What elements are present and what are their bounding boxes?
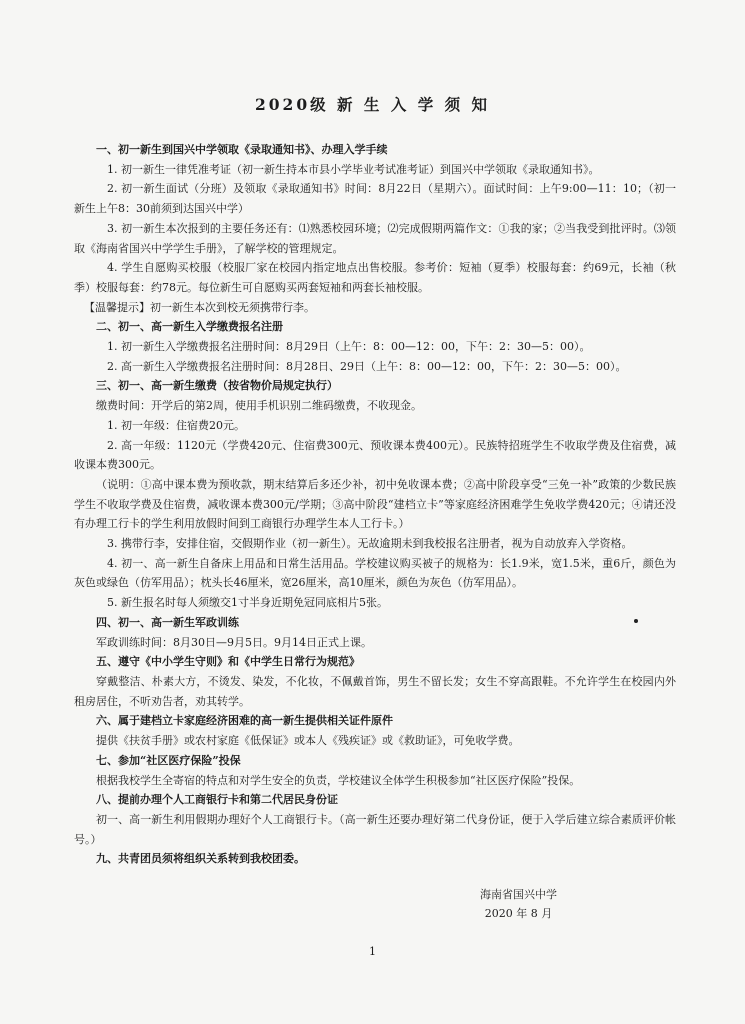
section-heading: 八、提前办理个人工商银行卡和第二代居民身份证 bbox=[96, 793, 338, 807]
section-heading: 九、共青团员须将组织关系转到我校团委。 bbox=[96, 852, 305, 866]
paragraph: 根据我校学生全寄宿的特点和对学生安全的负责，学校建议全体学生积极参加“社区医疗保险”投保。 bbox=[96, 773, 581, 787]
paragraph: 军政训练时间：8月30日—9月5日。9月14日正式上课。 bbox=[96, 635, 372, 649]
document-body bbox=[74, 140, 676, 869]
section-heading: 四、初一、高一新生军政训练 bbox=[96, 615, 239, 629]
section-heading: 五、遵守《中小学生守则》和《中学生日常行为规范》 bbox=[96, 655, 360, 669]
section-heading: 二、初一、高一新生入学缴费报名注册 bbox=[96, 320, 283, 334]
signature-block bbox=[480, 885, 557, 923]
signature-date: 2020 年 8 月 bbox=[484, 907, 553, 920]
paragraph: 4. 初一、高一新生自备床上用品和日常生活用品。学校建议购买被子的规格为：长1.9米，宽1.5米，重6斤，颜色为灰色或绿色（仿军用品）；枕头长46厘米，宽26厘米，高10厘米，颜色为灰色（仿军用品）。 bbox=[74, 556, 676, 590]
paragraph: 3. 携带行李，安排住宿，交假期作业（初一新生）。无故逾期未到我校报名注册者，视为自动放弃入学资格。 bbox=[107, 537, 633, 551]
paragraph: 穿戴整洁、朴素大方，不烫发、染发，不化妆，不佩戴首饰，男生不留长发；女生不穿高跟鞋。不允许学生在校园内外租房居住，不听劝告者，劝其转学。 bbox=[74, 674, 676, 708]
paragraph: 1. 初一新生入学缴费报名注册时间：8月29日（上午：8：00—12：00，下午：2：30—5：00）。 bbox=[107, 340, 591, 354]
paragraph: 2. 高一新生入学缴费报名注册时间：8月28日、29日（上午：8：00—12：00，下午：2：30—5：00）。 bbox=[107, 359, 627, 373]
paragraph: 2. 初一新生面试（分班）及领取《录取通知书》时间：8月22日（星期六）。面试时间：上午9:00—11：10；（初一新生上午8：30前须到达国兴中学） bbox=[74, 182, 676, 216]
paragraph: 3. 初一新生本次报到的主要任务还有：⑴熟悉校园环境；⑵完成假期两篇作文：①我的家；②当我受到批评时。⑶领取《海南省国兴中学学生手册》，了解学校的管理规定。 bbox=[74, 221, 676, 255]
document-title: 2020级 新 生 入 学 须 知 bbox=[254, 95, 491, 114]
paragraph: 5. 新生报名时每人须缴交1寸半身近期免冠同底相片5张。 bbox=[107, 596, 388, 610]
paragraph: 1. 初一新生一律凭准考证（初一新生持本市县小学毕业考试准考证）到国兴中学领取《录取通知书》。 bbox=[107, 162, 600, 176]
paragraph: 【温馨提示】初一新生本次到校无须携带行李。 bbox=[84, 300, 315, 314]
section-heading: 六、属于建档立卡家庭经济困难的高一新生提供相关证件原件 bbox=[96, 714, 393, 728]
paragraph: 初一、高一新生利用假期办理好个人工商银行卡。（高一新生还要办理好第二代身份证，便于入学后建立综合素质评价帐号。） bbox=[74, 812, 676, 846]
paragraph: 4. 学生自愿购买校服（校服厂家在校园内指定地点出售校服。参考价：短袖（夏季）校服每套：约69元，长袖（秋季）校服每套：约78元。每位新生可自愿购买两套短袖和两套长袖校服。 bbox=[74, 261, 676, 294]
scan-speck bbox=[634, 619, 638, 623]
paragraph: （说明：①高中课本费为预收款，期末结算后多还少补，初中免收课本费；②高中阶段享受“三免一补”政策的少数民族学生不收取学费及住宿费，减收课本费300元/学期；③高中阶段“建档立卡”等家庭经济困难学生免收学费420元；④请还没有办理工行卡的学生利用放假时间到工商银行办理学生本人工行卡。） bbox=[74, 477, 676, 531]
paragraph: 缴费时间：开学后的第2周，使用手机识别二维码缴费，不收现金。 bbox=[96, 399, 422, 413]
paragraph: 1. 初一年级：住宿费20元。 bbox=[107, 418, 245, 432]
paragraph: 2. 高一年级：1120元（学费420元、住宿费300元、预收课本费400元）。民族特招班学生不收取学费及住宿费，减收课本费300元。 bbox=[74, 438, 676, 472]
section-heading: 七、参加“社区医疗保险”投保 bbox=[96, 753, 241, 767]
paragraph: 提供《扶贫手册》或农村家庭《低保证》或本人《残疾证》或《救助证》，可免收学费。 bbox=[96, 734, 520, 748]
section-heading: 一、初一新生到国兴中学领取《录取通知书》、办理入学手续 bbox=[96, 143, 388, 156]
signature-school: 海南省国兴中学 bbox=[480, 888, 557, 901]
section-heading: 三、初一、高一新生缴费（按省物价局规定执行） bbox=[96, 379, 338, 393]
page-number: 1 bbox=[369, 945, 376, 958]
